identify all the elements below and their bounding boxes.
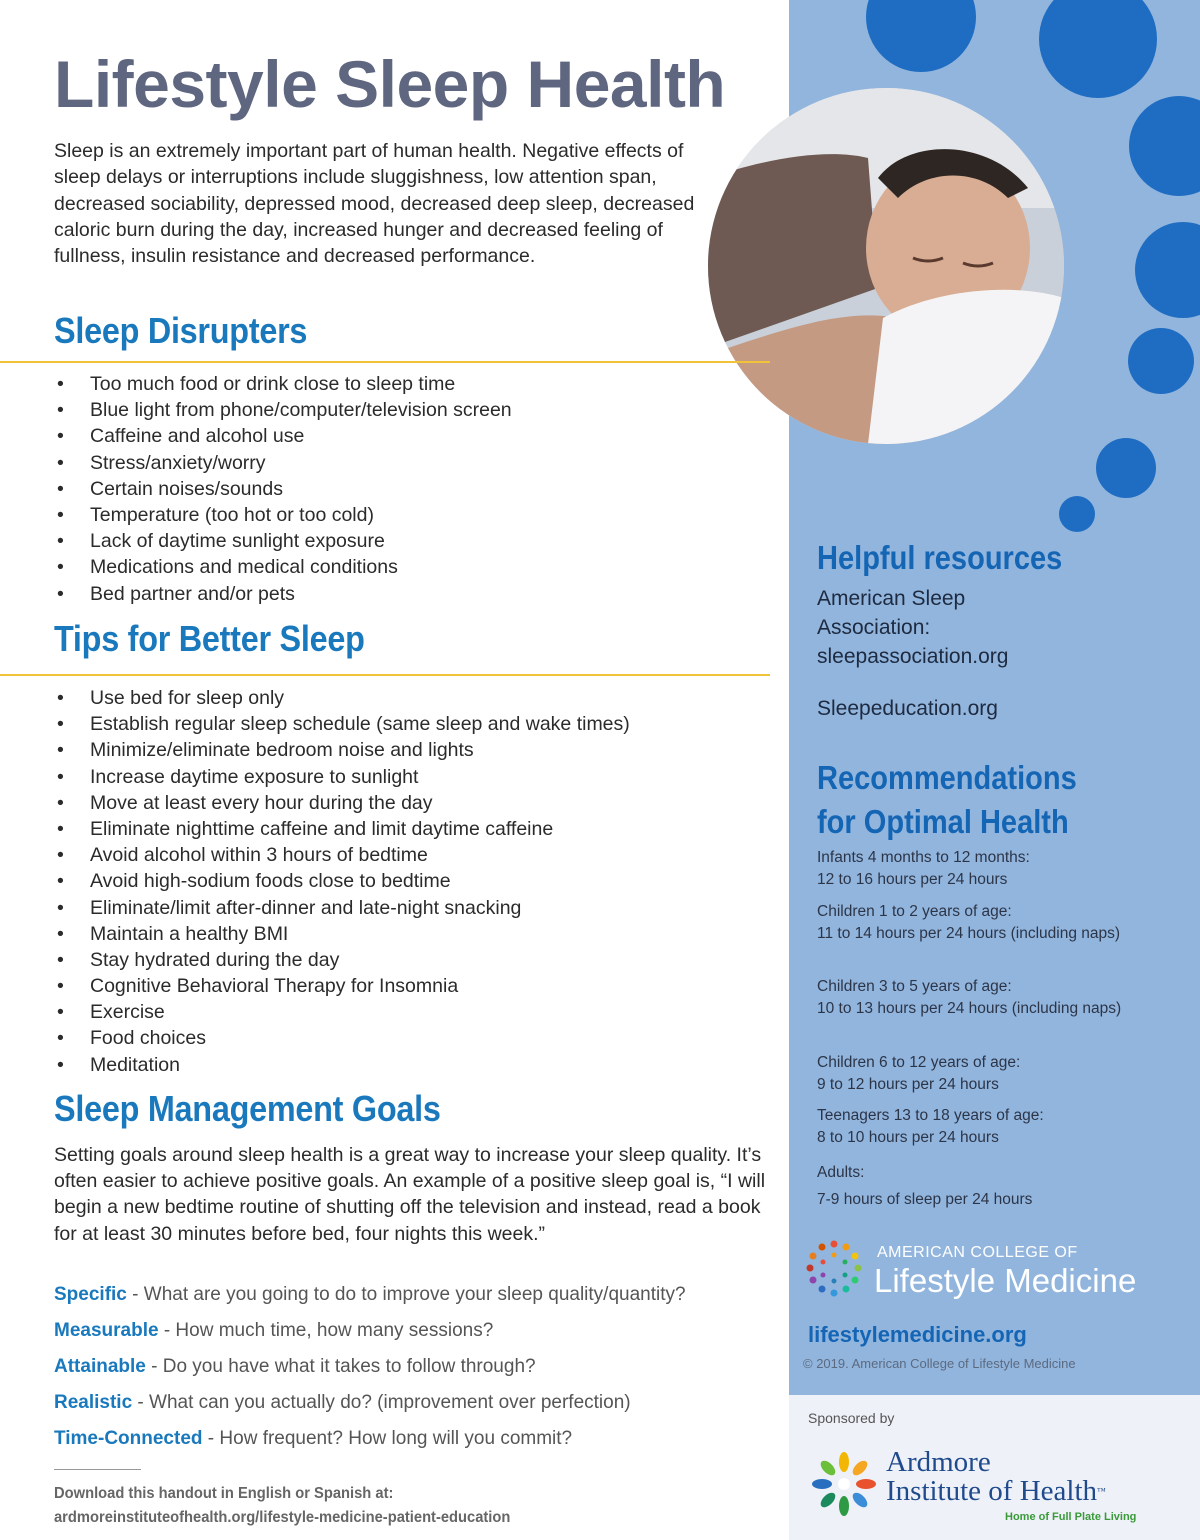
list-item: • Move at least every hour during the day xyxy=(54,790,630,816)
resource-link[interactable]: sleepassociation.org xyxy=(817,645,1009,668)
decorative-bubble xyxy=(866,0,976,72)
download-line1: Download this handout in English or Spanish at: xyxy=(54,1485,394,1502)
resource-name: Association: xyxy=(817,616,931,639)
list-item: • Maintain a healthy BMI xyxy=(54,921,630,947)
list-item: • Eliminate/limit after-dinner and late-night snacking xyxy=(54,895,630,921)
recommendation-item xyxy=(817,1105,1127,1149)
list-item: • Temperature (too hot or too cold) xyxy=(54,502,512,528)
sponsored-by-label: Sponsored by xyxy=(808,1410,895,1426)
section-divider xyxy=(0,361,770,363)
smart-term: Measurable xyxy=(54,1320,159,1341)
smart-term: Attainable xyxy=(54,1356,146,1377)
smart-desc: - What are you going to do to improve your sleep quality/quantity? xyxy=(126,1284,686,1305)
ardmore-flower-icon xyxy=(810,1450,878,1518)
rec-value: 10 to 13 hours per 24 hours (including naps) xyxy=(817,1000,1122,1017)
goals-heading: Sleep Management Goals xyxy=(54,1088,441,1129)
trademark-symbol: ™ xyxy=(1097,1486,1106,1496)
copyright-notice: © 2019. American College of Lifestyle Medicine xyxy=(803,1356,1076,1371)
download-link[interactable]: ardmoreinstituteofhealth.org/lifestyle-medicine-patient-education xyxy=(54,1509,511,1526)
rec-value: 9 to 12 hours per 24 hours xyxy=(817,1076,999,1093)
rec-value: 7-9 hours of sleep per 24 hours xyxy=(817,1191,1033,1208)
recommendation-item xyxy=(817,976,1127,1020)
rec-label: Children 3 to 5 years of age: xyxy=(817,978,1012,995)
heading-line: for Optimal Health xyxy=(817,803,1069,840)
acm-name-main: Lifestyle Medicine xyxy=(874,1262,1137,1299)
ardmore-name xyxy=(886,1448,1106,1506)
acm-name-top: AMERICAN COLLEGE OF xyxy=(877,1244,1078,1261)
list-item: • Certain noises/sounds xyxy=(54,476,512,502)
list-item: • Establish regular sleep schedule (same sleep and wake times) xyxy=(54,711,630,737)
list-item: • Stay hydrated during the day xyxy=(54,947,630,973)
smart-realistic xyxy=(54,1392,631,1414)
rec-value: 12 to 16 hours per 24 hours xyxy=(817,871,1008,888)
smart-term: Time-Connected xyxy=(54,1428,203,1449)
list-item: • Minimize/eliminate bedroom noise and lights xyxy=(54,737,630,763)
smart-measurable xyxy=(54,1320,493,1342)
ardmore-name-line2: Institute of Health xyxy=(886,1475,1098,1507)
list-item: • Meditation xyxy=(54,1052,630,1078)
sleeping-man-photo xyxy=(708,88,1064,444)
rec-label: Teenagers 13 to 18 years of age: xyxy=(817,1107,1044,1124)
smart-attainable xyxy=(54,1356,536,1378)
resources-heading: Helpful resources xyxy=(817,539,1063,576)
resource-name: American Sleep xyxy=(817,587,966,610)
list-item: • Use bed for sleep only xyxy=(54,685,630,711)
rec-label: Children 1 to 2 years of age: xyxy=(817,903,1012,920)
list-item: • Eliminate nighttime caffeine and limit daytime caffeine xyxy=(54,816,630,842)
list-item: • Food choices xyxy=(54,1025,630,1051)
smart-desc: - How frequent? How long will you commit? xyxy=(202,1428,573,1449)
decorative-bubble xyxy=(1129,96,1200,196)
smart-desc: - How much time, how many sessions? xyxy=(158,1320,494,1341)
list-item: • Stress/anxiety/worry xyxy=(54,450,512,476)
smart-time-connected xyxy=(54,1428,572,1450)
list-item: • Blue light from phone/computer/television screen xyxy=(54,397,512,423)
rec-label: Children 6 to 12 years of age: xyxy=(817,1054,1021,1071)
footer-divider xyxy=(54,1469,141,1470)
rec-value: 11 to 14 hours per 24 hours (including naps) xyxy=(817,925,1121,942)
rec-value: 8 to 10 hours per 24 hours xyxy=(817,1129,999,1146)
goals-paragraph: Setting goals around sleep health is a great way to increase your sleep quality. It’s often easier to achieve positive goals. An example of a positive sleep goal is, “I will begin a new bedtime routine of shutting off the television and instead, read a book for at least 30 minutes before bed, four nights this week.” xyxy=(54,1144,766,1245)
resource-item-sleep-association xyxy=(817,584,1008,671)
decorative-bubble xyxy=(1039,0,1157,98)
ardmore-tagline: Home of Full Plate Living xyxy=(1005,1511,1137,1523)
recommendations-heading xyxy=(817,756,1077,844)
list-item: • Avoid alcohol within 3 hours of bedtime xyxy=(54,842,630,868)
recommendation-item xyxy=(817,847,1127,891)
decorative-bubble xyxy=(1128,328,1194,394)
disrupters-list xyxy=(54,371,512,607)
heading-line: Recommendations xyxy=(817,759,1077,796)
list-item: • Lack of daytime sunlight exposure xyxy=(54,528,512,554)
smart-desc: - Do you have what it takes to follow through? xyxy=(145,1356,536,1377)
smart-specific xyxy=(54,1284,686,1306)
acm-website-link[interactable]: lifestylemedicine.org xyxy=(808,1322,1027,1347)
ardmore-name-line1: Ardmore xyxy=(886,1446,991,1478)
smart-desc: - What can you actually do? (improvement over perfection) xyxy=(132,1392,631,1413)
list-item: • Increase daytime exposure to sunlight xyxy=(54,764,630,790)
recommendation-item xyxy=(817,901,1127,945)
page-title: Lifestyle Sleep Health xyxy=(54,47,726,121)
list-item: • Avoid high-sodium foods close to bedtime xyxy=(54,868,630,894)
decorative-bubble xyxy=(1096,438,1156,498)
decorative-bubble xyxy=(1135,222,1200,318)
disrupters-heading: Sleep Disrupters xyxy=(54,310,308,351)
download-note xyxy=(54,1482,510,1530)
list-item: • Too much food or drink close to sleep time xyxy=(54,371,512,397)
list-item: • Medications and medical conditions xyxy=(54,554,512,580)
tips-heading: Tips for Better Sleep xyxy=(54,618,365,659)
list-item: • Bed partner and/or pets xyxy=(54,581,512,607)
list-item: • Caffeine and alcohol use xyxy=(54,423,512,449)
rec-label: Infants 4 months to 12 months: xyxy=(817,849,1030,866)
rec-label: Adults: xyxy=(817,1164,865,1181)
section-divider xyxy=(0,674,770,676)
list-item: • Exercise xyxy=(54,999,630,1025)
acm-logo-icon xyxy=(803,1238,865,1300)
decorative-bubble xyxy=(1059,496,1095,532)
recommendation-item xyxy=(817,1052,1127,1096)
smart-term: Realistic xyxy=(54,1392,133,1413)
resource-link[interactable]: Sleepeducation.org xyxy=(817,697,998,720)
tips-list xyxy=(54,685,630,1078)
list-item: • Cognitive Behavioral Therapy for Insomnia xyxy=(54,973,630,999)
recommendation-item xyxy=(817,1159,1127,1213)
intro-paragraph: Sleep is an extremely important part of human health. Negative effects of sleep delays or interruptions include sluggishness, low attention span, decreased sociability, depressed mood, decreased deep sleep, decreased caloric burn during the day, increased hunger and decreased feeling of fullness, insulin resistance and decreased performance. xyxy=(54,140,695,268)
smart-term: Specific xyxy=(54,1284,127,1305)
